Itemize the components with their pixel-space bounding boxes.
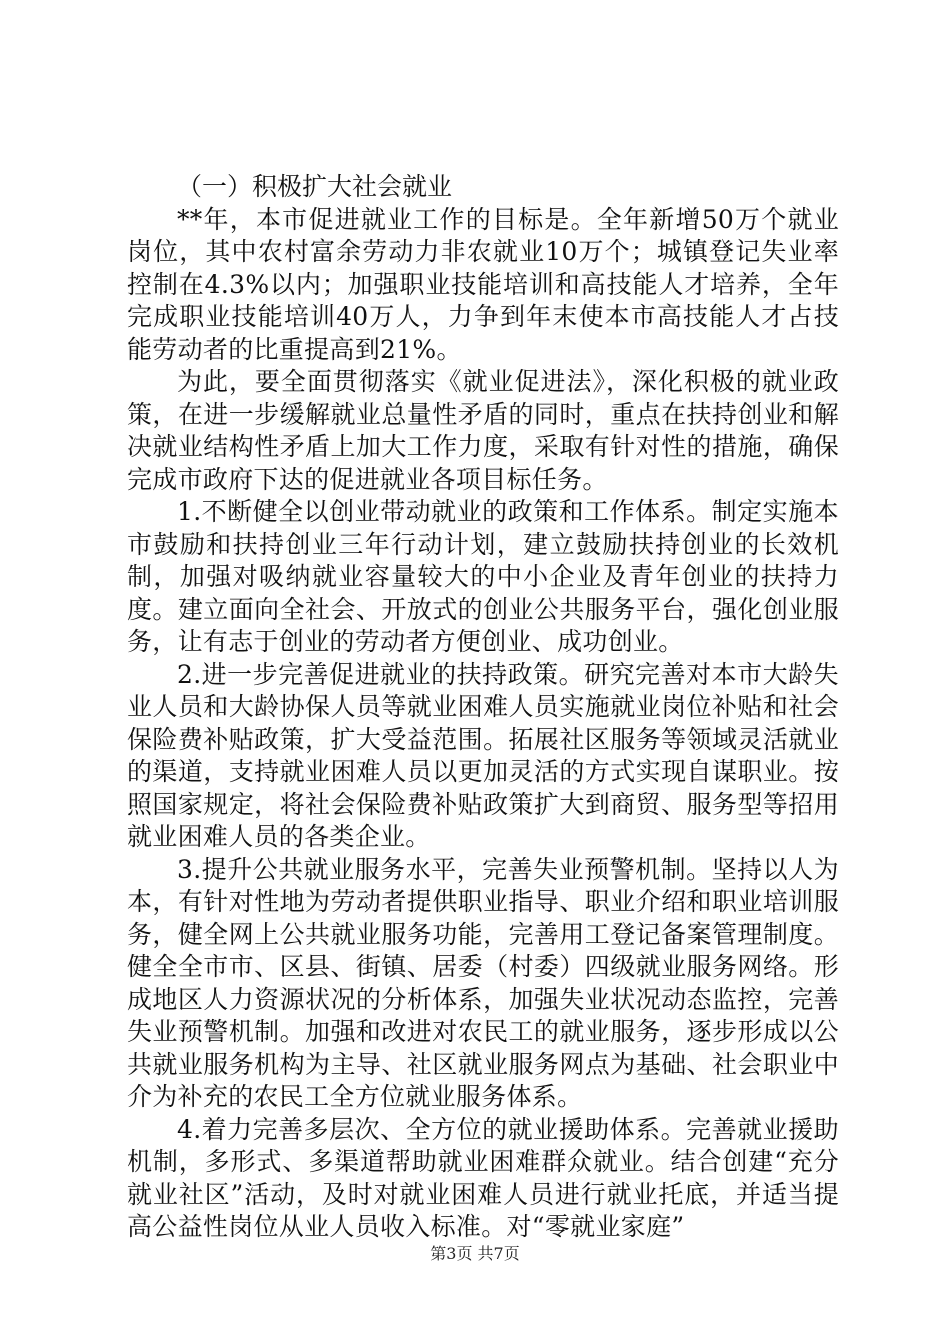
paragraph-item-1: 1.不断健全以创业带动就业的政策和工作体系。制定实施本市鼓励和扶持创业三年行动计划，建立鼓励扶持创业的长效机制，加强对吸纳就业容量较大的中小企业及青年创业的扶持力度。建立面向全社会、开放式的创业公共服务平台，强化创业服务，让有志于创业的劳动者方便创业、成功创业。	[127, 497, 839, 656]
paragraph-goals: **年，本市促进就业工作的目标是。全年新增50万个就业岗位，其中农村富余劳动力非农就业10万个；城镇登记失业率控制在4.3%以内；加强职业技能培训和高技能人才培养，全年完成职业技能培训40万人，力争到年末使本市高技能人才占技能劳动者的比重提高到21%。	[127, 204, 839, 364]
page-footer: 第3页 共7页	[430, 1244, 520, 1263]
paragraph-item-3: 3.提升公共就业服务水平，完善失业预警机制。坚持以人为本，有针对性地为劳动者提供职业指导、职业介绍和职业培训服务，健全网上公共就业服务功能，完善用工登记备案管理制度。健全全市市、区县、街镇、居委（村委）四级就业服务网络。形成地区人力资源状况的分析体系，加强失业状况动态监控，完善失业预警机制。加强和改进对农民工的就业服务，逐步形成以公共就业服务机构为主导、社区就业服务网点为基础、社会职业中介为补充的农民工全方位就业服务体系。	[127, 854, 839, 1111]
paragraph-item-2: 2.进一步完善促进就业的扶持政策。研究完善对本市大龄失业人员和大龄协保人员等就业困难人员实施就业岗位补贴和社会保险费补贴政策，扩大受益范围。拓展社区服务等领域灵活就业的渠道，支持就业困难人员以更加灵活的方式实现自谋职业。按照国家规定，将社会保险费补贴政策扩大到商贸、服务型等招用就业困难人员的各类企业。	[127, 659, 839, 851]
document-body	[127, 171, 839, 1244]
section-heading: （一）积极扩大社会就业	[177, 172, 453, 201]
paragraph-item-4: 4.着力完善多层次、全方位的就业援助体系。完善就业援助机制，多形式、多渠道帮助就业困难群众就业。结合创建“充分就业社区”活动，及时对就业困难人员进行就业托底，并适当提高公益性岗位从业人员收入标准。对“零就业家庭”	[127, 1114, 839, 1241]
paragraph-policy: 为此，要全面贯彻落实《就业促进法》，深化积极的就业政策，在进一步缓解就业总量性矛盾的同时，重点在扶持创业和解决就业结构性矛盾上加大工作力度，采取有针对性的措施，确保完成市政府下达的促进就业各项目标任务。	[127, 367, 839, 494]
